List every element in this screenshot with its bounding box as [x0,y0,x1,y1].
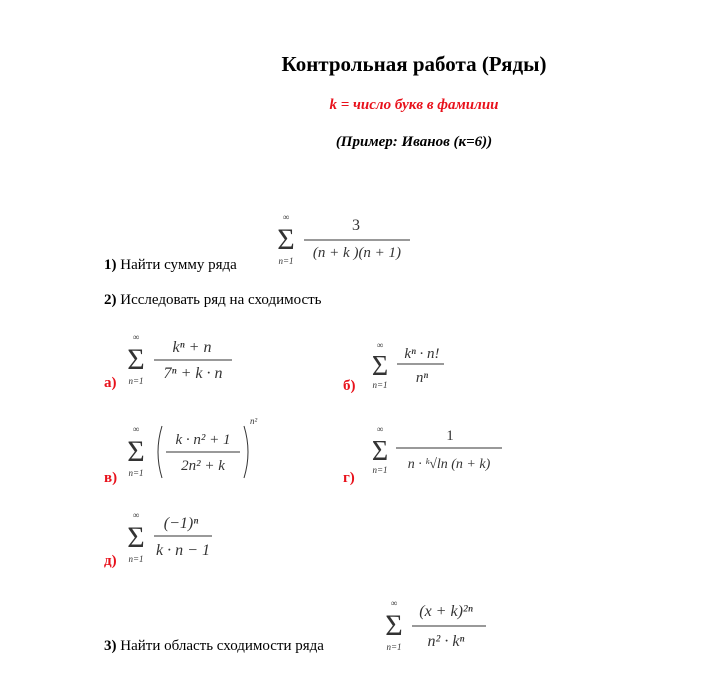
item-g-label: г) [343,470,355,486]
page-title: Контрольная работа (Ряды) [281,52,547,76]
task-1-number: 1) [104,257,117,273]
formula-task-3 [378,596,498,658]
sum-lower: n=1 [372,380,388,390]
task-2-number: 2) [104,292,117,308]
fraction-numerator: kⁿ + n [172,339,212,356]
task-3-text: Найти область сходимости ряда [116,638,324,654]
task-2 [104,292,322,309]
fraction-denominator: 7ⁿ + k · n [163,365,223,382]
sigma: Σ [127,435,145,468]
task-1-text: Найти сумму ряда [116,257,237,273]
sum-lower: n=1 [128,468,144,478]
item-d-label: д) [104,553,117,569]
sum-lower: n=1 [372,465,388,475]
formula-b [364,340,454,394]
sigma: Σ [277,223,295,256]
fraction-denominator: n² · kⁿ [427,633,465,650]
sigma: Σ [127,521,145,554]
sum-upper: ∞ [282,212,290,222]
task-1 [104,257,237,274]
left-paren [158,426,162,478]
sum-lower: n=1 [128,376,144,386]
sum-lower: n=1 [386,642,402,652]
item-v-label: в) [104,470,118,486]
sum-upper: ∞ [132,424,140,434]
fraction-denominator: k · n − 1 [156,542,210,559]
fraction-denominator: 2n² + k [181,458,225,474]
sum-upper: ∞ [376,424,384,434]
sigma: Σ [385,609,403,642]
sum-upper: ∞ [376,340,384,350]
exponent: n² [250,416,258,426]
fraction-denominator: (n + k )(n + 1) [312,245,402,261]
formula-v [120,418,260,486]
sigma: Σ [371,351,389,382]
sum-upper: ∞ [132,332,140,342]
example-note: (Пример: Иванов (к=6)) [335,134,493,150]
formula-a [120,332,240,394]
task-3-number: 3) [104,638,117,654]
fraction-numerator: 1 [446,428,454,444]
fraction-numerator: 3 [352,217,360,234]
sum-upper: ∞ [132,510,140,520]
task-2-text: Исследовать ряд на сходимость [116,292,322,308]
item-b-label: б) [343,378,356,394]
formula-task-1 [270,212,420,274]
right-paren [244,426,248,478]
fraction-numerator: k · n² + 1 [175,432,231,448]
item-a-label: а) [104,375,117,391]
fraction-numerator: (x + k)²ⁿ [419,603,473,620]
fraction-numerator: kⁿ · n! [404,346,440,362]
k-definition: k = число букв в фамилии [329,97,499,113]
formula-d [120,508,220,568]
sigma: Σ [371,436,389,467]
sum-upper: ∞ [390,598,398,608]
sum-lower: n=1 [278,256,294,266]
fraction-denominator: n · ᵏ√ln (n + k) [407,457,491,472]
fraction-numerator: (−1)ⁿ [163,515,199,532]
formula-g [364,424,514,482]
sigma: Σ [127,343,145,376]
sum-lower: n=1 [128,554,144,564]
task-3 [104,638,324,655]
fraction-denominator: nⁿ [415,370,429,386]
